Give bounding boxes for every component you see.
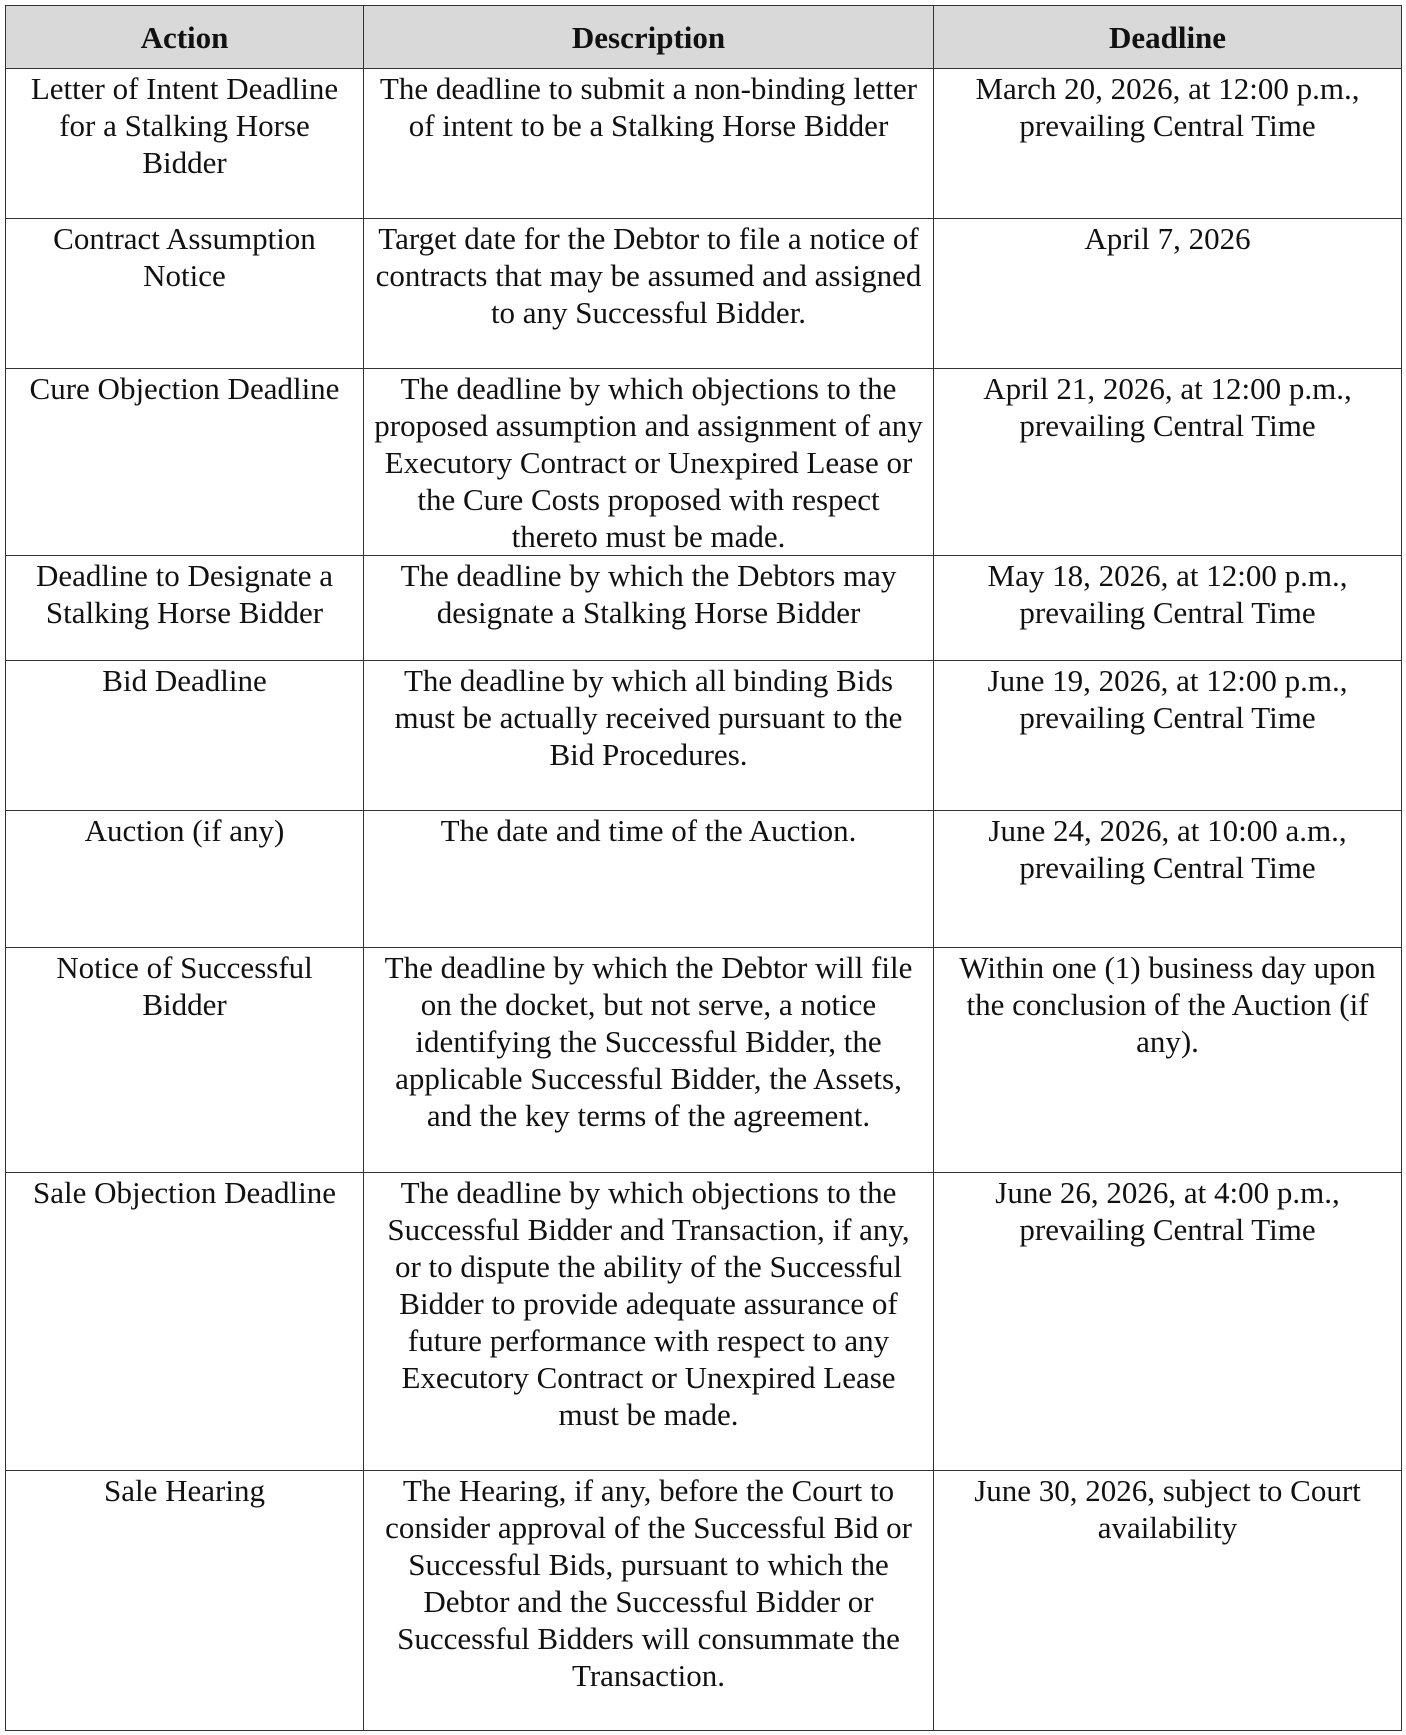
description-cell: The deadline by which objections to the proposed assumption and assignment of any Executory Contract or Unexpired Lease or the Cure Costs proposed with respect thereto must be made.: [364, 369, 934, 556]
deadline-cell: June 24, 2026, at 10:00 a.m., prevailing Central Time: [934, 811, 1402, 948]
description-cell: The deadline by which the Debtor will file on the docket, but not serve, a notice identifying the Successful Bidder, the applicable Successful Bidder, the Assets, and the key terms of the agreement.: [364, 948, 934, 1173]
table-row: [6, 1471, 1402, 1731]
table-row: [6, 69, 1402, 219]
header-action: Action: [6, 6, 364, 69]
deadline-cell: March 20, 2026, at 12:00 p.m., prevailing Central Time: [934, 69, 1402, 219]
action-cell: Auction (if any): [6, 811, 364, 948]
action-cell: Sale Objection Deadline: [6, 1173, 364, 1471]
action-cell: Cure Objection Deadline: [6, 369, 364, 556]
table-row: [6, 1173, 1402, 1471]
action-cell: Contract Assumption Notice: [6, 219, 364, 369]
header-deadline: Deadline: [934, 6, 1402, 69]
description-cell: The deadline by which objections to the Successful Bidder and Transaction, if any, or to dispute the ability of the Successful Bidder to provide adequate assurance of future performance with respect to any Executory Contract or Unexpired Lease must be made.: [364, 1173, 934, 1471]
description-cell: The deadline by which all binding Bids must be actually received pursuant to the Bid Procedures.: [364, 661, 934, 811]
deadline-cell: May 18, 2026, at 12:00 p.m., prevailing Central Time: [934, 556, 1402, 661]
table-body: [6, 69, 1402, 1731]
description-cell: The deadline to submit a non-binding letter of intent to be a Stalking Horse Bidder: [364, 69, 934, 219]
action-cell: Bid Deadline: [6, 661, 364, 811]
table-row: [6, 661, 1402, 811]
deadline-cell: April 7, 2026: [934, 219, 1402, 369]
table-row: [6, 219, 1402, 369]
action-cell: Notice of Successful Bidder: [6, 948, 364, 1173]
table-row: [6, 811, 1402, 948]
deadline-cell: June 30, 2026, subject to Court availability: [934, 1471, 1402, 1731]
table-row: [6, 948, 1402, 1173]
header-description: Description: [364, 6, 934, 69]
header-row: [6, 6, 1402, 69]
description-cell: Target date for the Debtor to file a notice of contracts that may be assumed and assigned to any Successful Bidder.: [364, 219, 934, 369]
action-cell: Sale Hearing: [6, 1471, 364, 1731]
table-header: [6, 6, 1402, 69]
deadline-cell: Within one (1) business day upon the conclusion of the Auction (if any).: [934, 948, 1402, 1173]
deadline-cell: June 26, 2026, at 4:00 p.m., prevailing Central Time: [934, 1173, 1402, 1471]
table-row: [6, 369, 1402, 556]
action-cell: Letter of Intent Deadline for a Stalking Horse Bidder: [6, 69, 364, 219]
description-cell: The Hearing, if any, before the Court to consider approval of the Successful Bid or Successful Bids, pursuant to which the Debtor and the Successful Bidder or Successful Bidders will consummate the Transaction.: [364, 1471, 934, 1731]
description-cell: The deadline by which the Debtors may designate a Stalking Horse Bidder: [364, 556, 934, 661]
table-row: [6, 556, 1402, 661]
deadline-cell: April 21, 2026, at 12:00 p.m., prevailing Central Time: [934, 369, 1402, 556]
sale-schedule-table: [5, 5, 1402, 1731]
deadline-cell: June 19, 2026, at 12:00 p.m., prevailing Central Time: [934, 661, 1402, 811]
schedule-sheet: [5, 5, 1401, 1731]
description-cell: The date and time of the Auction.: [364, 811, 934, 948]
action-cell: Deadline to Designate a Stalking Horse Bidder: [6, 556, 364, 661]
